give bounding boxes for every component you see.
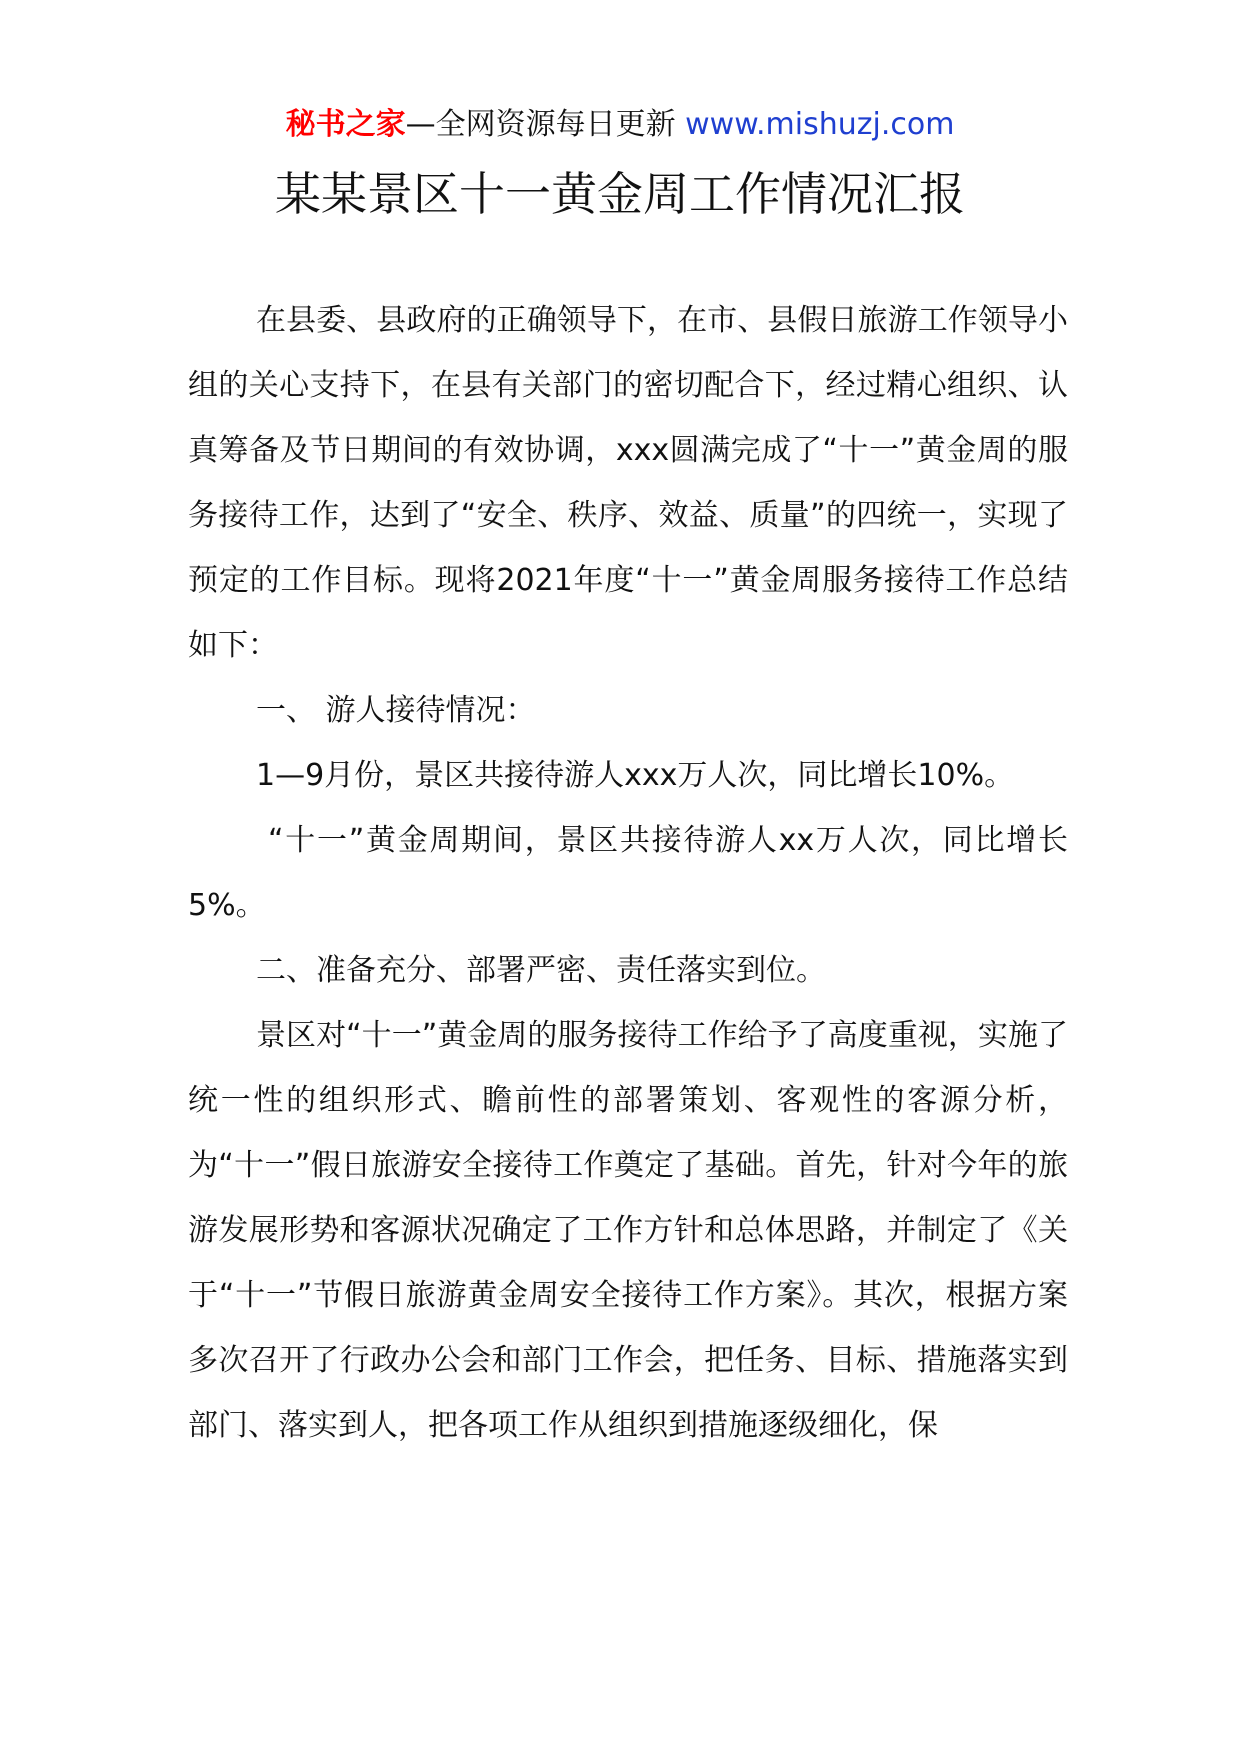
- paragraph-preparation-details: 景区对“十一”黄金周的服务接待工作给予了高度重视，实施了统一性的组织形式、瞻前性的部署策划、客观性的客源分析，为“十一”假日旅游安全接待工作奠定了基础。首先，针对今年的旅游发展形势和客源状况确定了工作方针和总体思路，并制定了《关于“十一”节假日旅游黄金周安全接待工作方案》。其次，根据方案多次召开了行政办公会和部门工作会，把任务、目标、措施落实到部门、落实到人，把各项工作从组织到措施逐级细化，保: [188, 1018, 1068, 1443]
- paragraph-intro: 在县委、县政府的正确领导下，在市、县假日旅游工作领导小组的关心支持下，在县有关部门的密切配合下，经过精心组织、认真筹备及节日期间的有效协调，xxx圆满完成了“十一”黄金周的服务接待工作，达到了“安全、秩序、效益、质量”的四统一，实现了预定的工作目标。现将2021年度“十一”黄金周服务接待工作总结如下：: [188, 303, 1068, 663]
- brand-slogan: —全网资源每日更新: [405, 107, 686, 142]
- site-banner: [0, 100, 1240, 150]
- document-body: [188, 288, 1068, 1458]
- section-heading-preparation: 二、准备充分、部署严密、责任落实到位。: [256, 953, 826, 988]
- section-heading-visitor-reception: 一、 游人接待情况：: [256, 693, 536, 728]
- paragraph-golden-week-visitors: “十一”黄金周期间，景区共接待游人xx万人次，同比增长5%。: [188, 823, 1068, 923]
- brand-name: 秘书之家: [285, 107, 406, 142]
- site-url: www.mishuzj.com: [685, 107, 955, 142]
- paragraph-jan-sep-visitors: 1—9月份，景区共接待游人xxx万人次，同比增长10%。: [256, 758, 1015, 793]
- document-title: 某某景区十一黄金周工作情况汇报: [275, 167, 965, 221]
